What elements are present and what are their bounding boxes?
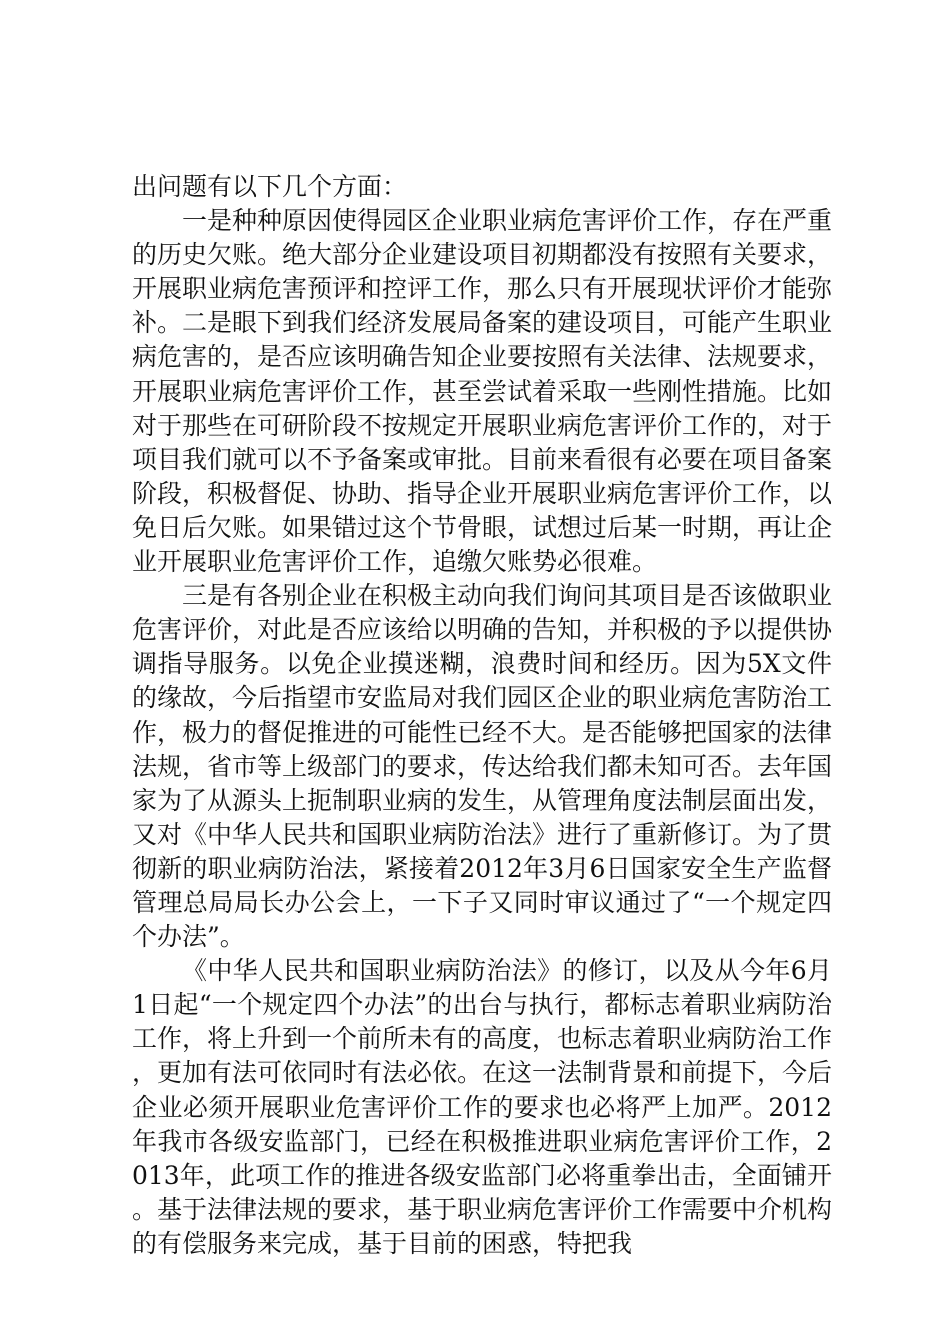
- paragraph-point-three: 三是有各别企业在积极主动向我们询问其项目是否该做职业危害评价，对此是否应该给以明确的告知，并积极的予以提供协调指导服务。以免企业摸迷糊，浪费时间和经历。因为5X文件的缘故，今后指望市安监局对我们园区企业的职业病危害防治工作，极力的督促推进的可能性已经不大。是否能够把国家的法律法规，省市等上级部门的要求，传达给我们都未知可否。去年国家为了从源头上扼制职业病的发生，从管理角度法制层面出发，又对《中华人民共和国职业病防治法》进行了重新修订。为了贯彻新的职业病防治法，紧接着2012年3月6日国家安全生产监督管理总局局长办公会上，一下子又同时审议通过了“一个规定四个办法”。: [132, 581, 833, 952]
- document-body: [132, 170, 832, 1261]
- paragraph-intro: 出问题有以下几个方面：: [132, 172, 408, 201]
- paragraph-law-revision: 《中华人民共和国职业病防治法》的修订，以及从今年6月1日起“一个规定四个办法”的出台与执行，都标志着职业病防治工作，将上升到一个前所未有的高度，也标志着职业病防治工作，更加有法可依同时有法必依。在这一法制背景和前提下，今后企业必须开展职业危害评价工作的要求也必将严上加严。2012年我市各级安监部门，已经在积极推进职业病危害评价工作，2013年，此项工作的推进各级安监部门必将重拳出击，全面铺开。基于法律法规的要求，基于职业病危害评价工作需要中介机构的有偿服务来完成，基于目前的困惑，特把我: [132, 956, 833, 1258]
- paragraph-point-one-two: 一是种种原因使得园区企业职业病危害评价工作，存在严重的历史欠账。绝大部分企业建设项目初期都没有按照有关要求，开展职业病危害预评和控评工作，那么只有开展现状评价才能弥补。二是眼下到我们经济发展局备案的建设项目，可能产生职业病危害的，是否应该明确告知企业要按照有关法律、法规要求，开展职业病危害评价工作，甚至尝试着采取一些刚性措施。比如对于那些在可研阶段不按规定开展职业病危害评价工作的，对于项目我们就可以不予备案或审批。目前来看很有必要在项目备案阶段，积极督促、协助、指导企业开展职业病危害评价工作，以免日后欠账。如果错过这个节骨眼，试想过后某一时期，再让企业开展职业危害评价工作，追缴欠账势必很难。: [132, 206, 833, 577]
